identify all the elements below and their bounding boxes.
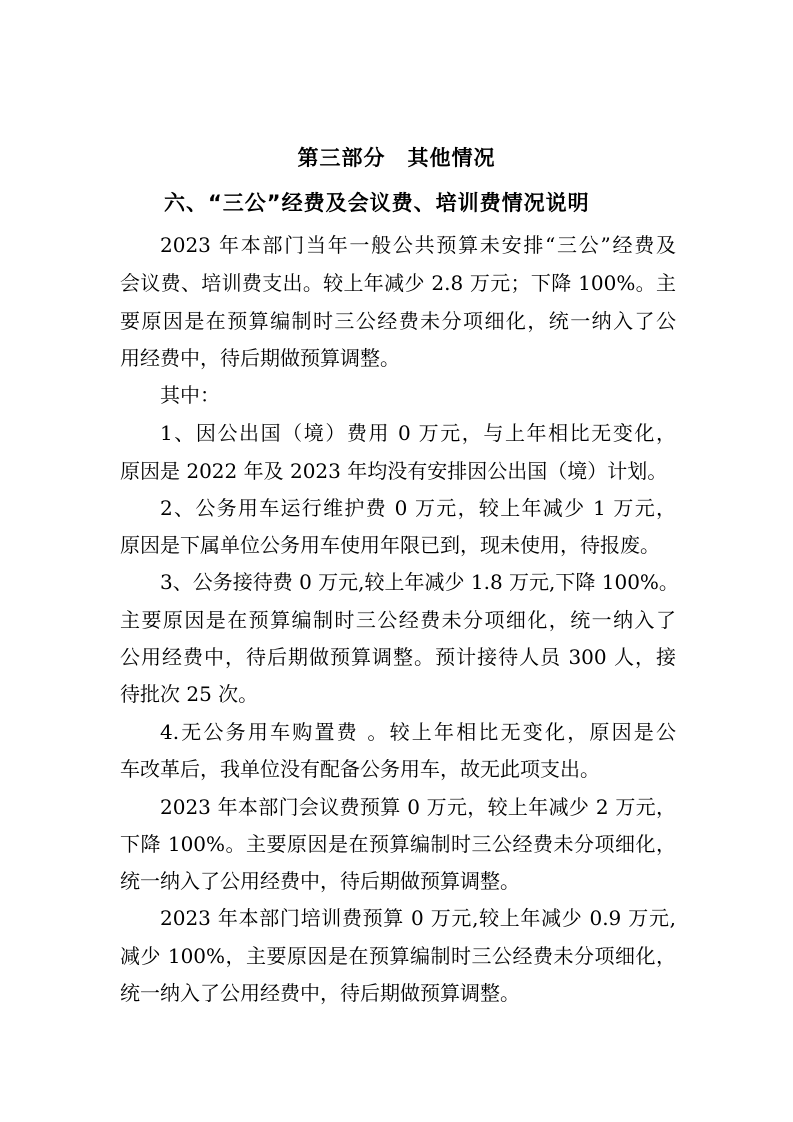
paragraph-line: 其中：: [160, 383, 220, 407]
paragraph-line: 车改革后，我单位没有配备公务用车，故无此项支出。: [120, 757, 600, 781]
paragraph-line: 统一纳入了公用经费中，待后期做预算调整。: [120, 981, 520, 1005]
paragraph-line: 减少 100%，主要原因是在预算编制时三公经费未分项细化，: [120, 944, 676, 968]
paragraph-line: 下降 100%。主要原因是在预算编制时三公经费未分项细化，: [120, 832, 676, 856]
paragraph-line: 2023 年本部门当年一般公共预算未安排“三公”经费及: [160, 233, 676, 257]
paragraph-line: 4.无公务用车购置费 。较上年相比无变化，原因是公: [160, 720, 676, 744]
paragraph-line: 要原因是在预算编制时三公经费未分项细化，统一纳入了公: [120, 309, 676, 333]
paragraph-line: 统一纳入了公用经费中，待后期做预算调整。: [120, 869, 520, 893]
paragraph-line: 原因是下属单位公务用车使用年限已到，现未使用，待报废。: [120, 533, 660, 557]
paragraph-line: 公用经费中，待后期做预算调整。预计接待人员 300 人，接: [120, 645, 676, 669]
section-title: 六、“三公”经费及会议费、培训费情况说明: [164, 191, 590, 215]
paragraph-line: 原因是 2022 年及 2023 年均没有安排因公出国（境）计划。: [120, 459, 668, 483]
paragraph-line: 1、因公出国（境）费用 0 万元，与上年相比无变化，: [160, 421, 676, 445]
paragraph-line: 3、公务接待费 0 万元,较上年减少 1.8 万元,下降 100%。: [160, 570, 679, 594]
paragraph-line: 会议费、培训费支出。较上年减少 2.8 万元；下降 100%。主: [120, 271, 676, 295]
paragraph-line: 2、公务用车运行维护费 0 万元，较上年减少 1 万元，: [160, 496, 676, 520]
paragraph-line: 用经费中，待后期做预算调整。: [120, 346, 400, 370]
paragraph-line: 主要原因是在预算编制时三公经费未分项细化，统一纳入了: [120, 608, 676, 632]
paragraph-line: 2023 年本部门会议费预算 0 万元，较上年减少 2 万元，: [160, 795, 676, 819]
paragraph-line: 待批次 25 次。: [120, 682, 259, 706]
part-title: 第三部分 其他情况: [297, 146, 496, 170]
paragraph-line: 2023 年本部门培训费预算 0 万元,较上年减少 0.9 万元,: [160, 906, 676, 930]
